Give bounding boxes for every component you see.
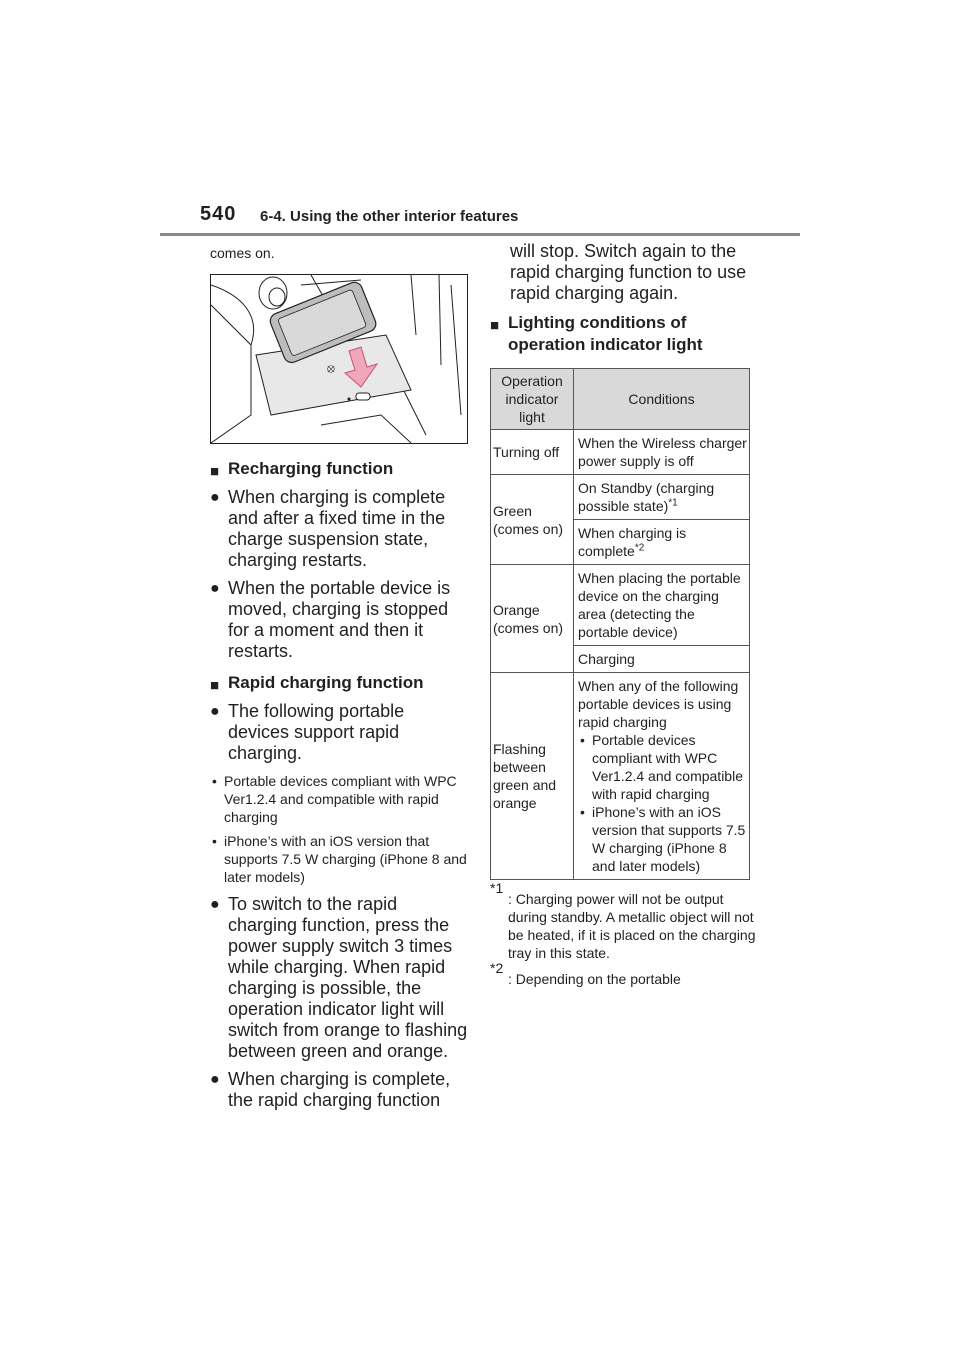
operation-cell: Green (comes on) — [491, 475, 574, 565]
condition-cell: When placing the portable device on the charging area (detecting the portable device) — [574, 565, 750, 646]
condition-cell: When any of the following portable devices is using rapid charging • Portable devices compliant with WPC Ver1.2.4 and compatible with rapid charging • iPhone’s with an iOS version that supports 7.5 W charging (iPhone 8 and later models) — [574, 673, 750, 880]
col-header-conditions: Conditions — [574, 369, 750, 430]
rapid-bullet-1: ● The following portable devices support rapid charging. — [210, 701, 405, 763]
col-header-operation: Operation indicator light — [491, 369, 574, 430]
rapid-sub-bullet-2: • iPhone’s with an iOS version that supports 7.5 W charging (iPhone 8 and later models) — [212, 833, 467, 885]
condition-bullet: • iPhone’s with an iOS version that supports 7.5 W charging (iPhone 8 and later models) — [580, 804, 746, 874]
page-header — [0, 0, 960, 240]
square-bullet-icon: ■ — [210, 463, 220, 480]
square-bullet-icon: ■ — [210, 677, 220, 694]
operation-cell: Turning off — [491, 430, 574, 475]
bullet-icon: ● — [210, 896, 220, 913]
left-column — [210, 236, 470, 1111]
recharging-heading: ■ Recharging function — [210, 458, 470, 480]
condition-cell: Charging — [574, 646, 750, 673]
table-header-row — [491, 369, 750, 430]
charger-drawing — [211, 275, 467, 443]
bullet-icon: ● — [210, 489, 220, 506]
wireless-symbol-icon: ⦻ — [327, 361, 335, 375]
condition-cell: On Standby (charging possible state)$^{*1}$ — [574, 475, 750, 520]
rapid-bullet-3: ● When charging is complete, the rapid charging function — [210, 1069, 451, 1110]
operation-cell: Orange (comes on) — [491, 565, 574, 673]
continuation-text: comes on. — [210, 245, 275, 261]
rapid-charging-heading: ■ Rapid charging function — [210, 672, 470, 694]
table-row — [491, 430, 750, 475]
indicator-conditions-table — [490, 368, 750, 880]
condition-cell: When charging is complete$^{*2}$ — [574, 520, 750, 565]
recharging-bullet-2: ● When the portable device is moved, charging is stopped for a moment and then it restarts. — [210, 578, 451, 661]
recharging-bullet-1: ● When charging is complete and after a fixed time in the charge suspension state, charging restarts. — [210, 487, 446, 570]
wireless-charger-illustration — [210, 274, 468, 444]
right-continuation-text: will stop. Switch again to the rapid charging function to use rapid charging again. — [510, 241, 747, 303]
bullet-icon: ● — [210, 703, 220, 720]
table-row — [491, 673, 750, 880]
bullet-icon: ● — [210, 1071, 220, 1088]
footnote-2: *2 : Depending on the portable — [490, 960, 681, 987]
condition-bullet: • Portable devices compliant with WPC Ver1.2.4 and compatible with rapid charging — [580, 732, 743, 802]
rapid-sub-bullet-1: • Portable devices compliant with WPC Ver1.2.4 and compatible with rapid charging — [212, 773, 457, 825]
condition-cell: When the Wireless charger power supply is off — [574, 430, 750, 475]
page-number: 540 — [200, 203, 237, 225]
square-bullet-icon: ■ — [490, 317, 500, 334]
rapid-bullet-2: ● To switch to the rapid charging function, press the power supply switch 3 times while charging. When rapid charging is possible, the operation indicator light will switch from orange to flashing between green and orange. — [210, 894, 468, 1061]
bullet-icon: ● — [210, 580, 220, 597]
right-column — [490, 236, 762, 988]
footnote-1: *1 : Charging power will not be output during standby. A metallic object will not be heated, if it is placed on the charging tray in this state. — [490, 880, 756, 961]
table-row — [491, 475, 750, 520]
lighting-conditions-heading: ■ Lighting conditions of operation indicator light — [490, 313, 703, 354]
operation-cell: Flashing between green and orange — [491, 673, 574, 880]
section-title: 6-4. Using the other interior features — [260, 208, 519, 225]
table-row — [491, 565, 750, 646]
